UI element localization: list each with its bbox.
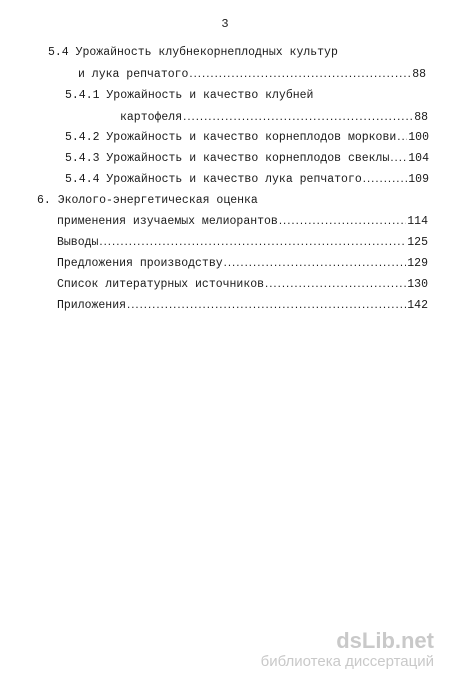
toc-page-number: 88: [412, 68, 426, 81]
toc-leader-dots: [224, 257, 407, 269]
watermark-subtitle: библиотека диссертаций: [260, 653, 434, 670]
toc-entry-proposals[interactable]: [57, 257, 428, 272]
toc-entry-label: Предложения производству: [57, 257, 223, 270]
toc-leader-dots: [397, 131, 407, 143]
toc-page-number: 114: [407, 215, 428, 228]
toc-leader-dots: [390, 152, 407, 164]
toc-entry-label: 5.4.4 Урожайность и качество лука репчатого: [65, 173, 362, 186]
toc-entry-appendices[interactable]: [57, 299, 428, 314]
toc-entry-label: 5.4.3 Урожайность и качество корнеплодов свеклы: [65, 152, 390, 165]
toc-page-number: 125: [407, 236, 428, 249]
toc-leader-dots: [189, 68, 411, 80]
toc-entry-label: Список литературных источников: [57, 278, 265, 291]
toc-entry-label: и лука репчатого: [78, 68, 189, 81]
toc-page-number: 129: [407, 257, 428, 270]
toc-entry-5-4-1[interactable]: [120, 111, 428, 126]
toc-entry-label: Приложения: [57, 299, 127, 312]
toc-heading-6: 6. Эколого-энергетическая оценка: [37, 194, 258, 207]
page-number: 3: [221, 17, 229, 31]
toc-entry-5-4[interactable]: [78, 68, 426, 83]
toc-leader-dots: [279, 215, 406, 227]
toc-leader-dots: [265, 278, 406, 290]
toc-page-number: 104: [408, 152, 429, 165]
toc-entry-5-4-2[interactable]: [65, 131, 429, 146]
toc-leader-dots: [363, 173, 408, 185]
toc-entry-label: картофеля: [120, 111, 183, 124]
toc-entry-label: 5.4.2 Урожайность и качество корнеплодов моркови: [65, 131, 397, 144]
toc-entry-label: применения изучаемых мелиорантов: [57, 215, 278, 228]
toc-heading-5-4: 5.4 Урожайность клубнекорнеплодных культур: [48, 46, 338, 59]
toc-leader-dots: [183, 111, 413, 123]
toc-entry-references[interactable]: [57, 278, 428, 293]
toc-leader-dots: [127, 299, 406, 311]
toc-page-number: 142: [407, 299, 428, 312]
watermark-logo: dsLib.net: [336, 628, 434, 653]
watermark: [261, 629, 434, 671]
toc-heading-5-4-1: 5.4.1 Урожайность и качество клубней: [65, 89, 314, 102]
toc-entry-5-4-3[interactable]: [65, 152, 429, 167]
toc-entry-conclusions[interactable]: [57, 236, 428, 251]
toc-page-number: 130: [407, 278, 428, 291]
toc-entry-5-4-4[interactable]: [65, 173, 429, 188]
toc-entry-6[interactable]: [57, 215, 428, 230]
toc-entry-label: Выводы: [57, 236, 99, 249]
toc-page-number: 109: [408, 173, 429, 186]
toc-page-number: 88: [414, 111, 428, 124]
toc-page-number: 100: [408, 131, 429, 144]
toc-leader-dots: [99, 236, 406, 248]
